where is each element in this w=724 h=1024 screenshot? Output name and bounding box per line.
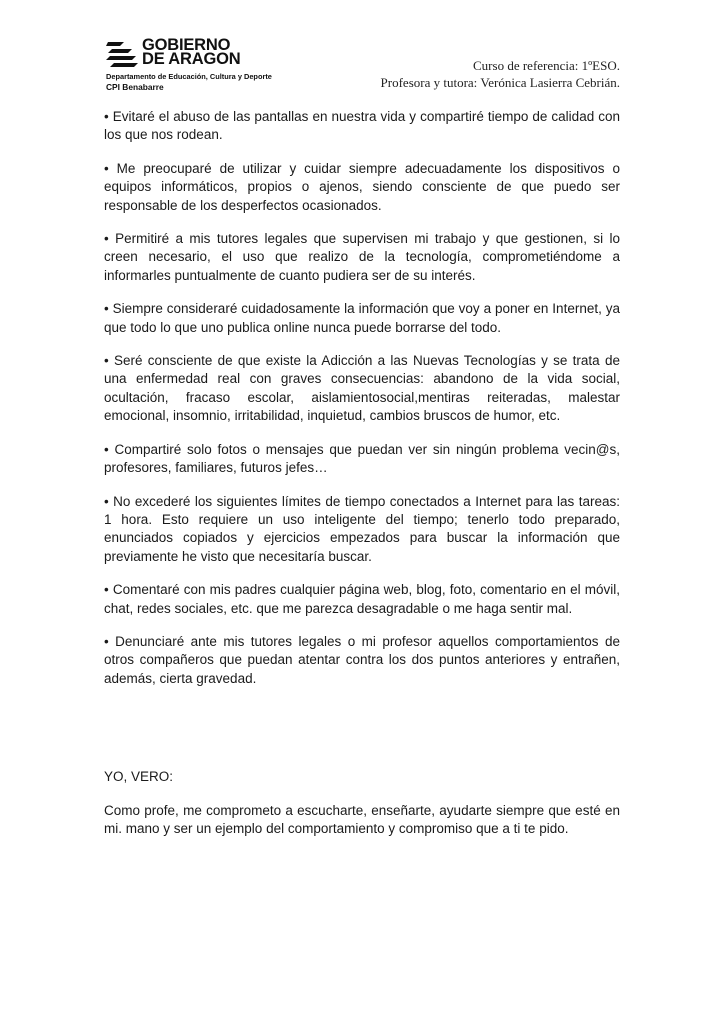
logo-wordmark	[142, 38, 240, 66]
commitment-paragraph: • Denunciaré ante mis tutores legales o mi profesor aquellos comportamientos de otros compañeros que puedan atentar contra los dos puntos anteriores y entrañen, además, cierta gravedad.	[104, 633, 620, 686]
commitment-paragraph: • Permitiré a mis tutores legales que supervisen mi trabajo y que gestionen, si lo creen necesario, el uso que realizo de la tecnología, comprometiéndome a informarles puntualmente de cuanto pudiera ser de su interés.	[104, 231, 620, 283]
department-name: Departamento de Educación, Cultura y Deporte	[106, 72, 272, 81]
logo-line1: GOBIERNO	[142, 36, 231, 54]
header-info	[381, 57, 620, 91]
commitment-paragraph: • Siempre consideraré cuidadosamente la información que voy a poner en Internet, ya que todo lo que uno publica online nunca puede borrarse del todo.	[104, 301, 620, 335]
closing-text: Como profe, me comprometo a escucharte, enseñarte, ayudarte siempre que esté en mi. mano y ser un ejemplo del comportamiento y compromiso que a ti te pido.	[104, 802, 620, 836]
closing-heading: YO, VERO:	[104, 769, 174, 785]
commitment-paragraph: • Seré consciente de que existe la Adicción a las Nuevas Tecnologías y se trata de una enfermedad real con graves consecuencias: abandono de la vida social, ocultación, fracaso escolar, aislamientosocial,mentiras reiteradas, malestar emocional, insomnio, irritabilidad, inquietud, cambios bruscos de humor, etc.	[104, 353, 620, 424]
commitment-paragraph: • Compartiré solo fotos o mensajes que puedan ver sin ningún problema vecin@s, profesores, familiares, futuros jefes…	[104, 441, 620, 476]
course-reference: Curso de referencia: 1ºESO.	[473, 58, 620, 73]
commitment-paragraph: • Evitaré el abuso de las pantallas en nuestra vida y compartiré tiempo de calidad con los que nos rodean.	[104, 109, 620, 143]
commitment-paragraph: • No excederé los siguientes límites de tiempo conectados a Internet para las tareas: 1 hora. Esto requiere un uso inteligente del tiempo; tenerlo todo preparado, enunciados copiados y ejercicios empezados para buscar la información que previamente he visto que necesitaría buscar.	[104, 493, 620, 564]
school-name: CPI Benabarre	[106, 82, 164, 92]
logo-line2: DE ARAGON	[142, 50, 241, 68]
aragon-emblem-icon	[106, 40, 140, 70]
commitment-paragraph: • Comentaré con mis padres cualquier página web, blog, foto, comentario en el móvil, chat, redes sociales, etc. que me parezca desagradable o me haga sentir mal.	[104, 582, 620, 616]
gobierno-aragon-logo	[106, 38, 286, 98]
commitment-paragraph: • Me preocuparé de utilizar y cuidar siempre adecuadamente los dispositivos o equipos informáticos, propios o ajenos, siendo consciente de que puedo ser responsable de los desperfectos ocasionados.	[104, 160, 620, 213]
document-body	[104, 108, 620, 853]
teacher-name: Profesora y tutora: Verónica Lasierra Cebrián.	[380, 75, 620, 90]
